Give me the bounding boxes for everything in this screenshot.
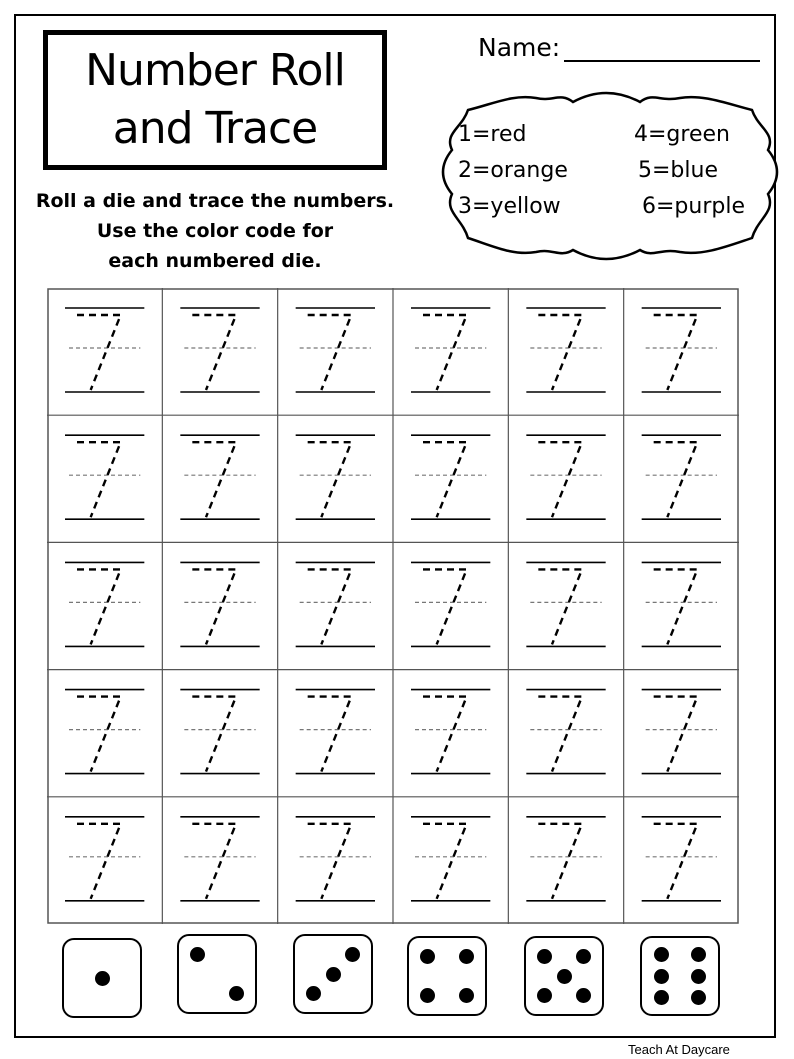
dotted-seven-7 — [77, 697, 121, 772]
instructions — [30, 186, 400, 276]
dotted-seven-7 — [77, 442, 121, 517]
die-face-4 — [407, 936, 487, 1016]
dotted-seven-7 — [77, 824, 121, 899]
name-blank-line — [564, 34, 760, 62]
dotted-seven-7 — [538, 315, 582, 390]
name-label: Name: — [478, 33, 561, 62]
dotted-seven-7 — [654, 315, 698, 390]
die-pip — [691, 947, 706, 962]
die-pip — [576, 988, 591, 1003]
dotted-seven-7 — [308, 442, 352, 517]
name-field — [478, 28, 760, 62]
die-face-2 — [177, 934, 257, 1014]
instruction-line-3: each numbered die. — [108, 250, 322, 272]
dotted-seven-7 — [192, 442, 236, 517]
die-face-1 — [62, 938, 142, 1018]
dotted-seven-7 — [654, 697, 698, 772]
footer-credit: Teach At Daycare — [628, 1042, 730, 1057]
dotted-seven-7 — [654, 824, 698, 899]
dotted-seven-7 — [192, 824, 236, 899]
dotted-seven-7 — [538, 569, 582, 644]
color-code-1: 1=red — [458, 122, 527, 147]
dotted-seven-7 — [538, 697, 582, 772]
die-pip — [306, 986, 321, 1001]
die-pip — [654, 969, 669, 984]
trace-grid — [47, 288, 739, 924]
dotted-seven-7 — [538, 824, 582, 899]
die-pip — [459, 949, 474, 964]
die-pip — [537, 988, 552, 1003]
die-pip — [654, 990, 669, 1005]
die-pip — [345, 947, 360, 962]
trace-grid-lines — [47, 288, 739, 924]
instruction-line-2: Use the color code for — [96, 220, 334, 242]
die-pip — [691, 969, 706, 984]
die-pip — [95, 971, 110, 986]
dotted-seven-7 — [423, 569, 467, 644]
dotted-seven-7 — [423, 315, 467, 390]
die-pip — [691, 990, 706, 1005]
color-code-3: 3=yellow — [458, 194, 561, 219]
dotted-seven-7 — [423, 697, 467, 772]
dotted-seven-7 — [308, 824, 352, 899]
title-line-1: Number Roll — [85, 45, 345, 96]
dotted-seven-7 — [423, 442, 467, 517]
die-pip — [537, 949, 552, 964]
dotted-seven-7 — [538, 442, 582, 517]
dotted-seven-7 — [308, 315, 352, 390]
dotted-seven-7 — [192, 315, 236, 390]
die-face-5 — [524, 936, 604, 1016]
die-pip — [229, 986, 244, 1001]
dotted-seven-7 — [308, 697, 352, 772]
die-pip — [420, 988, 435, 1003]
die-face-3 — [293, 934, 373, 1014]
color-code-4: 4=green — [634, 122, 730, 147]
die-pip — [190, 947, 205, 962]
title-line-2: and Trace — [112, 103, 318, 154]
color-code-6: 6=purple — [642, 194, 745, 219]
dotted-seven-7 — [77, 569, 121, 644]
die-pip — [654, 947, 669, 962]
die-pip — [420, 949, 435, 964]
color-code-2: 2=orange — [458, 158, 568, 183]
color-code-5: 5=blue — [638, 158, 718, 183]
dotted-seven-7 — [654, 442, 698, 517]
die-pip — [576, 949, 591, 964]
dotted-seven-7 — [423, 824, 467, 899]
dotted-seven-7 — [192, 697, 236, 772]
die-pip — [557, 969, 572, 984]
title-box — [43, 30, 387, 170]
dotted-seven-7 — [654, 569, 698, 644]
instruction-line-1: Roll a die and trace the numbers. — [35, 190, 395, 212]
die-pip — [326, 967, 341, 982]
die-face-6 — [640, 936, 720, 1016]
dotted-seven-7 — [308, 569, 352, 644]
die-pip — [459, 988, 474, 1003]
dotted-seven-7 — [192, 569, 236, 644]
dotted-seven-7 — [77, 315, 121, 390]
color-code-bubble — [438, 88, 788, 268]
